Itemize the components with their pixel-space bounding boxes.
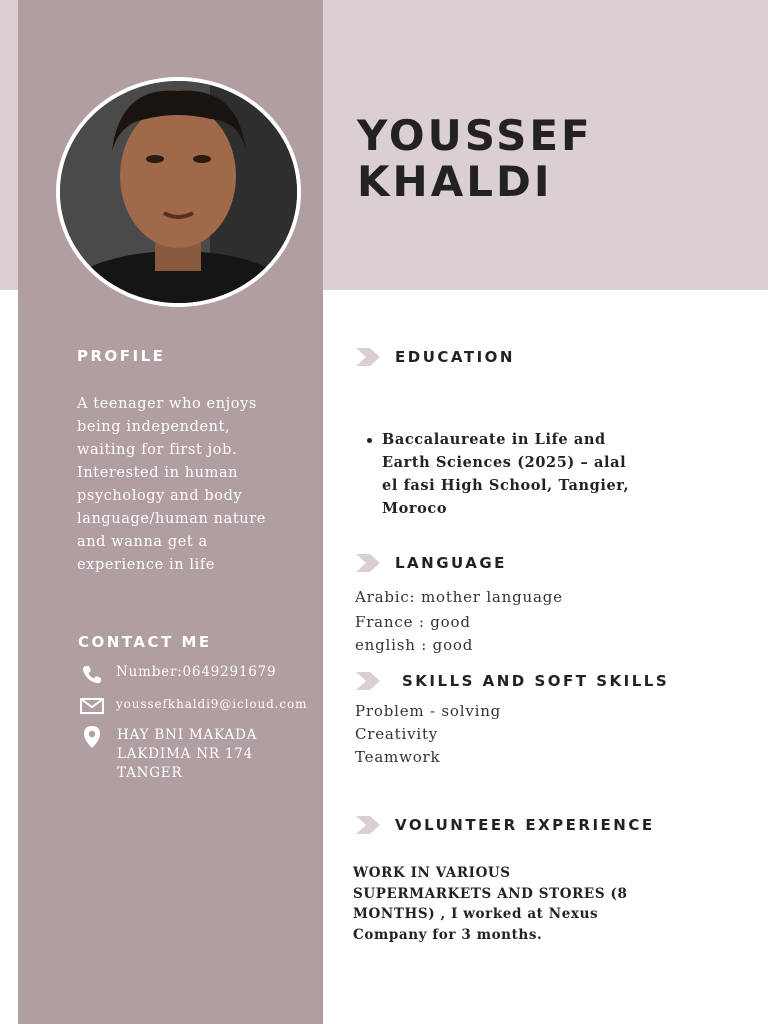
education-item: Baccalaureate in Life and Earth Sciences (2025) – alal el fasi High School, Tangier, Moroco (363, 428, 633, 520)
portrait-image (60, 81, 297, 303)
chevron-right-icon (355, 671, 381, 691)
language-item: english : good (355, 636, 474, 654)
address-line: LAKDIMA NR 174 (117, 746, 254, 762)
volunteer-heading: VOLUNTEER EXPERIENCE (395, 816, 655, 834)
skills-header (355, 671, 669, 691)
language-header (355, 553, 507, 573)
profile-text: A teenager who enjoys being independent, waiting for first job. Interested in human psychology and body language/human nature and wanna get a experience in life (77, 396, 266, 573)
skills-heading: SKILLS AND SOFT SKILLS (402, 672, 670, 690)
language-item: Arabic: mother language (355, 588, 563, 606)
chevron-right-icon (355, 815, 381, 835)
language-item: France : good (355, 613, 471, 631)
education-list (363, 428, 633, 520)
chevron-right-icon (355, 553, 381, 573)
location-pin-icon (82, 725, 102, 749)
address-line: HAY BNI MAKADA (117, 727, 258, 743)
phone-number: Number:0649291679 (116, 664, 277, 680)
skill-item: Creativity (355, 725, 439, 743)
education-header (355, 347, 515, 367)
phone-icon (80, 663, 104, 685)
full-name (357, 113, 593, 205)
education-heading: EDUCATION (395, 348, 515, 366)
chevron-right-icon (355, 347, 381, 367)
contact-email[interactable] (80, 695, 307, 717)
profile-photo (56, 77, 301, 307)
email-address: youssefkhaldi9@icloud.com (116, 697, 308, 711)
last-name: KHALDI (357, 157, 553, 206)
volunteer-header (355, 815, 655, 835)
volunteer-text: WORK IN VARIOUS SUPERMARKETS AND STORES (8 MONTHS) , I worked at Nexus Company for 3 months. (353, 865, 628, 943)
contact-heading: CONTACT ME (78, 633, 212, 651)
first-name: YOUSSEF (357, 111, 593, 160)
contact-address (117, 726, 287, 783)
contact-phone[interactable] (80, 663, 276, 685)
skill-item: Problem - solving (355, 702, 502, 720)
address-line: TANGER (117, 765, 183, 781)
envelope-icon (80, 695, 104, 717)
skill-item: Teamwork (355, 748, 441, 766)
profile-heading: PROFILE (77, 347, 166, 365)
language-heading: LANGUAGE (395, 554, 507, 572)
